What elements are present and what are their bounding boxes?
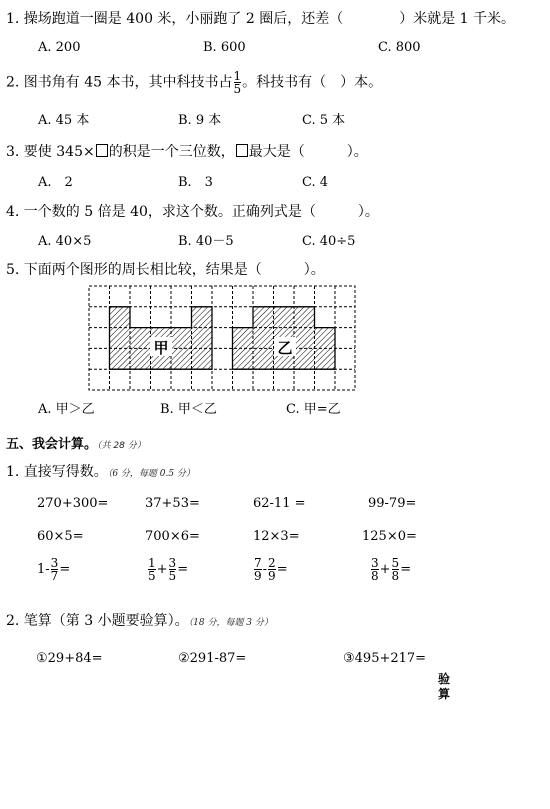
perimeter-grid-figure: [88, 285, 356, 391]
c2-title: 2. 笔算（第 3 小题要验算）。（18 分，每题 3 分）: [6, 613, 273, 629]
q1-option-b: B. 600: [203, 40, 246, 55]
shape-label-jia: 甲: [153, 339, 169, 357]
section-title: 五、我会计算。（共 28 分）: [6, 437, 146, 452]
q1-text: 1. 操场跑道一圈是 400 米，小丽跑了 2 圈后，还差（ ）米就是 1 千米。: [6, 11, 516, 27]
q2-option-b: B. 9 本: [178, 113, 222, 128]
q3-text: 3. 要使 345× 的积是一个三位数， 最大是（ ）。: [6, 144, 368, 160]
calc-item: 270+300=: [37, 496, 109, 511]
q1-option-c: C. 800: [378, 40, 421, 55]
blank-box-icon: [236, 144, 248, 157]
calc-item: 125×0=: [362, 529, 417, 544]
calc-item: 62-11 =: [253, 496, 306, 511]
q2-post: 。科技书有（ ）本。: [242, 74, 383, 91]
q5-text: 5. 下面两个图形的周长相比较，结果是（ ）。: [6, 262, 325, 278]
calc-item: 60×5=: [37, 529, 84, 544]
fraction-calc-item: $\frac{7}{9}$ - $\frac{2}{9}$ =: [254, 556, 288, 583]
q2-text: [6, 70, 382, 95]
fraction-calc-item: 1- $\frac{3}{7}$ =: [37, 556, 71, 583]
q1-option-a: A. 200: [38, 40, 81, 55]
q4-option-a: A. 40×5: [38, 234, 92, 249]
q4-text: 4. 一个数的 5 倍是 40，求这个数。正确列式是（ ）。: [6, 204, 379, 220]
q2-option-c: C. 5 本: [302, 113, 346, 128]
q3-option-c: C. 4: [302, 175, 329, 190]
calc-item: 99-79=: [368, 496, 417, 511]
written-calc-item: ①29+84=: [36, 651, 103, 666]
q3-option-a: A. 2: [38, 175, 73, 190]
c1-title: 1. 直接写得数。（6 分，每题 0.5 分）: [6, 464, 195, 480]
blank-box-icon: [96, 144, 108, 157]
shape-label-yi: 乙: [277, 339, 293, 357]
q3-option-b: B. 3: [178, 175, 213, 190]
q4-option-b: B. 40－5: [178, 234, 234, 249]
calc-item: 12×3=: [253, 529, 300, 544]
q2-fraction: $\frac{1}{5}$: [233, 69, 242, 96]
q5-option-b: B. 甲＜乙: [160, 402, 217, 417]
calc-item: 700×6=: [145, 529, 200, 544]
q2-pre: 2. 图书角有 45 本书，其中科技书占: [6, 74, 233, 91]
written-calc-item: ②291-87=: [178, 651, 247, 666]
q2-option-a: A. 45 本: [38, 113, 90, 128]
fraction-calc-item: $\frac{1}{5}$ + $\frac{3}{5}$ =: [148, 556, 189, 583]
calc-item: 37+53=: [145, 496, 200, 511]
written-calc-item: ③495+217=: [343, 651, 427, 666]
q5-option-c: C. 甲=乙: [286, 402, 341, 417]
q5-option-a: A. 甲＞乙: [38, 402, 95, 417]
fraction-calc-item: $\frac{3}{8}$ + $\frac{5}{8}$ =: [371, 556, 412, 583]
q4-option-c: C. 40÷5: [302, 234, 356, 249]
check-label: 验算: [438, 672, 451, 701]
